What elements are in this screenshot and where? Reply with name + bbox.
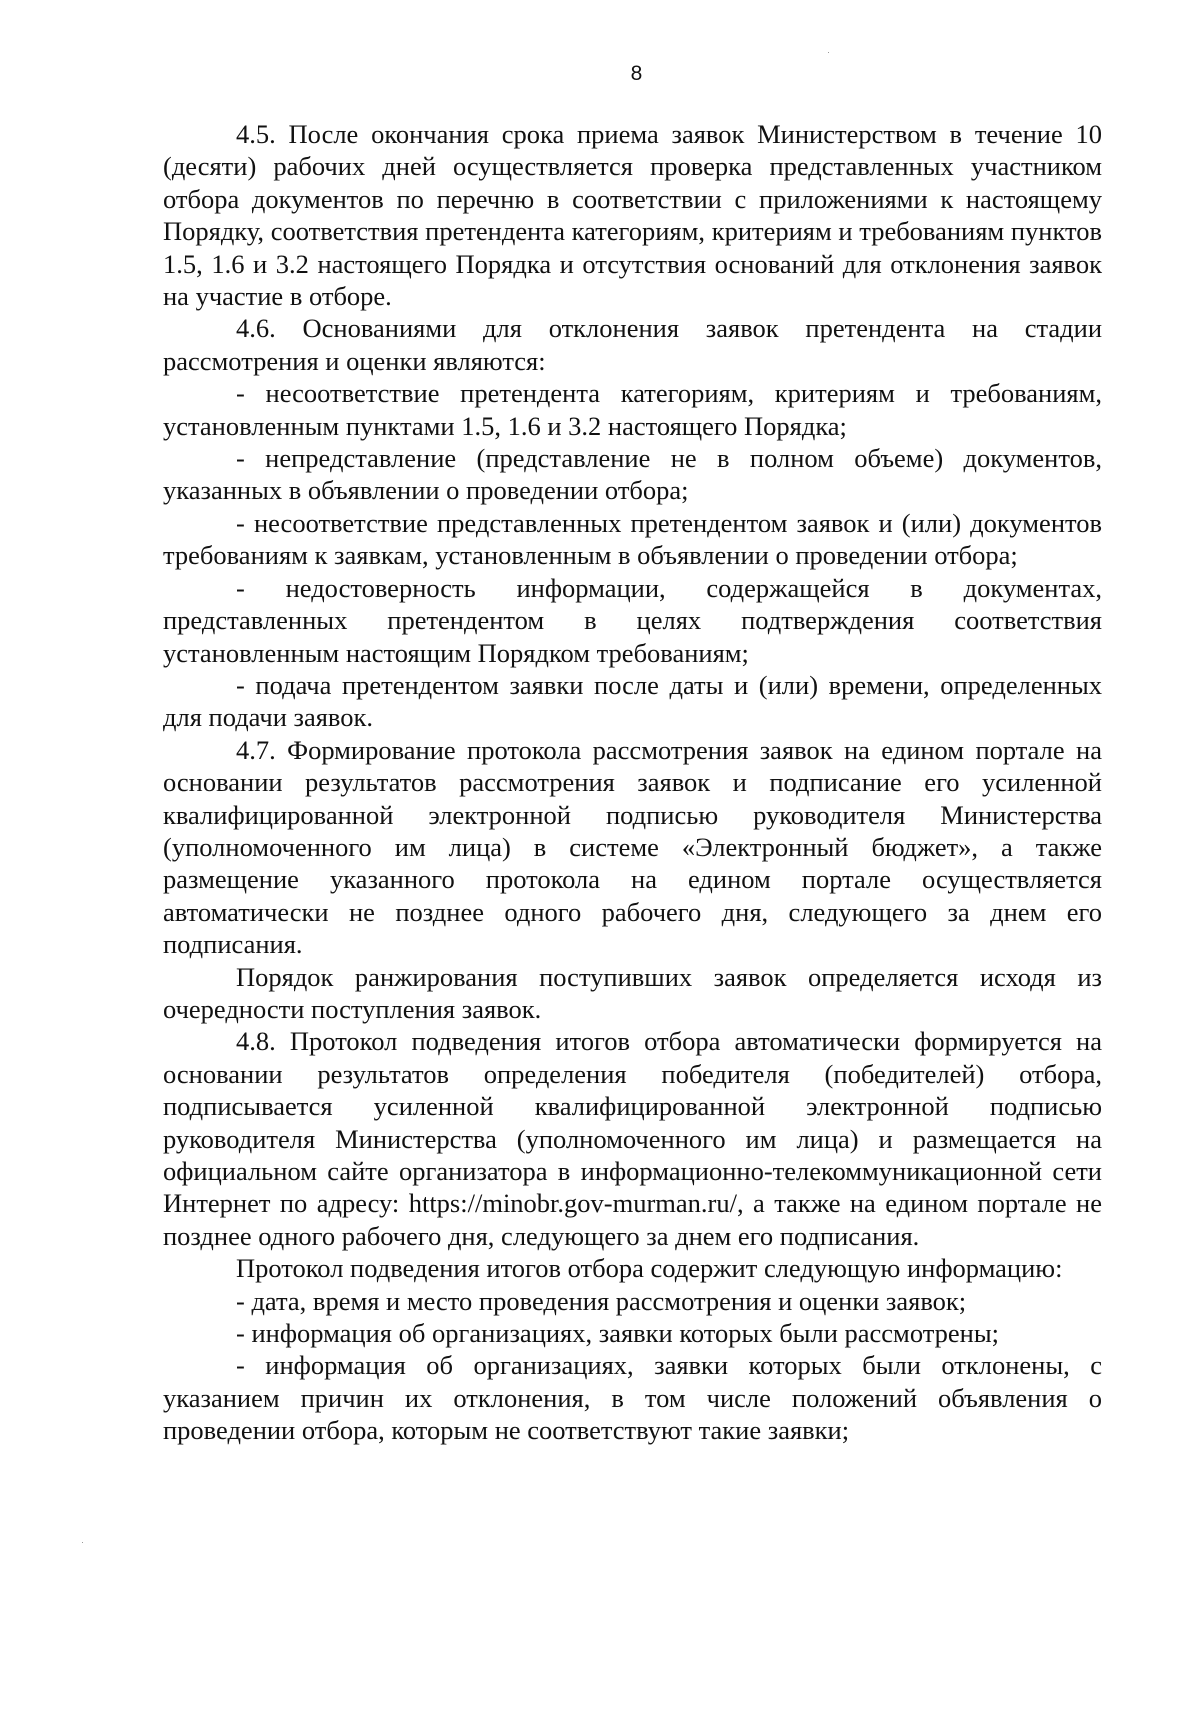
page-number: 8 <box>630 62 643 85</box>
paragraph-protocol-contents: Протокол подведения итогов отбора содержит следующую информацию: <box>236 1253 1063 1284</box>
list-item-reason-4: - недостоверность информации, содержащейся в документах, представленных претендентом в целях подтверждения соответствия установленным настоящим Порядком требованиям; <box>163 572 1102 668</box>
scan-speck <box>82 1542 83 1543</box>
scan-speck <box>828 52 829 53</box>
document-body <box>163 118 1102 1447</box>
list-item-reason-5: - подача претендентом заявки после даты и (или) времени, определенных для подачи заявок. <box>163 669 1102 733</box>
list-item-reason-3: - несоответствие представленных претендентом заявок и (или) документов требованиям к заявкам, установленным в объявлении о проведении отбора; <box>163 507 1102 571</box>
paragraph-4-7: 4.7. Формирование протокола рассмотрения заявок на едином портале на основании результатов рассмотрения заявок и подписание его усиленной квалифицированной электронной подписью руководителя Министерства (уполномоченного им лица) в системе «Электронный бюджет», а также размещение указанного протокола на едином портале осуществляется автоматически не позднее одного рабочего дня, следующего за днем его подписания. <box>163 734 1102 960</box>
paragraph-4-5: 4.5. После окончания срока приема заявок Министерством в течение 10 (десяти) рабочих дней осуществляется проверка представленных участником отбора документов по перечню в соответствии с приложениями к настоящему Порядку, соответствия претендента категориям, критериям и требованиям пунктов 1.5, 1.6 и 3.2 настоящего Порядка и отсутствия оснований для отклонения заявок на участие в отборе. <box>163 119 1102 312</box>
list-item-protocol-1: - дата, время и место проведения рассмотрения и оценки заявок; <box>236 1285 967 1316</box>
list-item-protocol-2: - информация об организациях, заявки которых были рассмотрены; <box>236 1318 999 1349</box>
list-item-reason-2: - непредставление (представление не в полном объеме) документов, указанных в объявлении о проведении отбора; <box>163 443 1102 506</box>
paragraph-ranking: Порядок ранжирования поступивших заявок определяется исходя из очередности поступления заявок. <box>163 961 1102 1024</box>
paragraph-4-6: 4.6. Основаниями для отклонения заявок претендента на стадии рассмотрения и оценки являются: <box>163 313 1102 376</box>
paragraph-4-8: 4.8. Протокол подведения итогов отбора автоматически формируется на основании результатов определения победителя (победителей) отбора, подписывается усиленной квалифицированной электронной подписью руководителя Министерства (уполномоченного им лица) и размещается на официальном сайте организатора в информационно-телекоммуникационной сети Интернет по адресу: https://minobr.gov-murman.ru/, а также на едином портале не позднее одного рабочего дня, следующего за днем его подписания. <box>163 1026 1102 1251</box>
list-item-reason-1: - несоответствие претендента категориям, критериям и требованиям, установленным пунктами 1.5, 1.6 и 3.2 настоящего Порядка; <box>163 378 1102 441</box>
list-item-protocol-3: - информация об организациях, заявки которых были отклонены, с указанием причин их отклонения, в том числе положений объявления о проведении отбора, которым не соответствуют такие заявки; <box>163 1350 1102 1446</box>
